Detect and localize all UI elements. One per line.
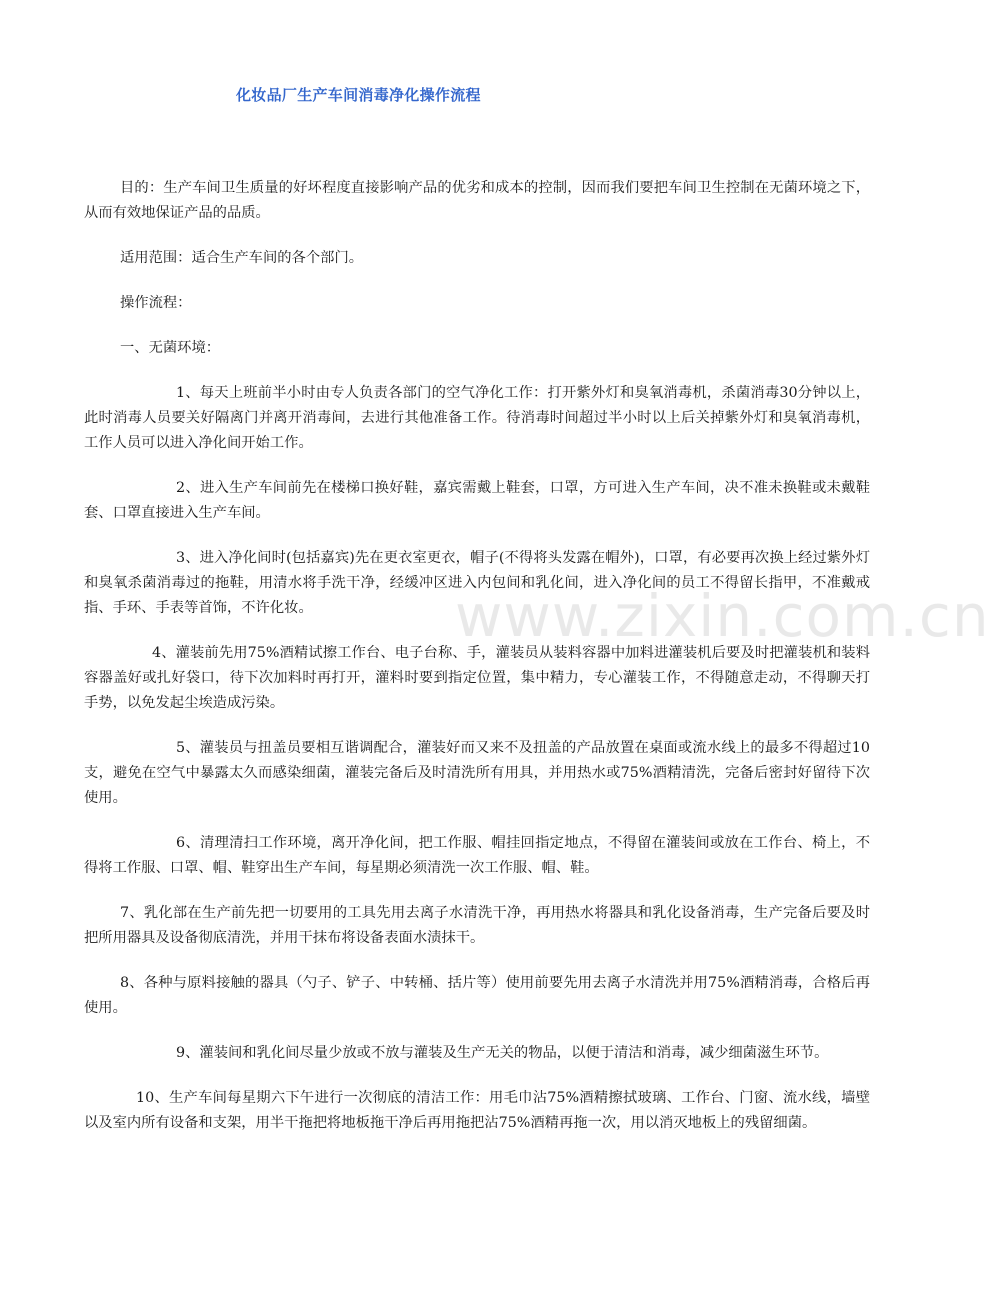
document-title: 化妆品厂生产车间消毒净化操作流程 (236, 86, 481, 104)
step-7: 7、乳化部在生产前先把一切要用的工具先用去离子水清洗干净，再用热水将器具和乳化设备消毒，生产完备后要及时把所用器具及设备彻底清洗，并用干抹布将设备表面水渍抹干。 (84, 905, 870, 946)
step-6: 6、清理清扫工作环境，离开净化间，把工作服、帽挂回指定地点，不得留在灌装间或放在工作台、椅上，不得将工作服、口罩、帽、鞋穿出生产车间，每星期必须清洗一次工作服、帽、鞋。 (84, 835, 870, 876)
step-3: 3、进入净化间时(包括嘉宾)先在更衣室更衣，帽子(不得将头发露在帽外)，口罩，有必要再次换上经过紫外灯和臭氧杀菌消毒过的拖鞋，用清水将手洗干净，经缓冲区进入内包间和乳化间，进入净化间的员工不得留长指甲，不准戴戒指、手环、手表等首饰，不许化妆。 (84, 550, 870, 616)
step-9: 9、灌装间和乳化间尽量少放或不放与灌装及生产无关的物品，以便于清洁和消毒，减少细菌滋生环节。 (176, 1045, 829, 1061)
scope-paragraph: 适用范围：适合生产车间的各个部门。 (120, 250, 364, 266)
step-10: 10、生产车间每星期六下午进行一次彻底的清洁工作：用毛巾沾75%酒精擦拭玻璃、工作台、门窗、流水线，墙壁以及室内所有设备和支架，用半干拖把将地板拖干净后再用拖把沾75%酒精再拖一次，用以消灭地板上的残留细菌。 (84, 1090, 870, 1131)
step-4: 4、灌装前先用75%酒精试擦工作台、电子台称、手，灌装员从装料容器中加料进灌装机后要及时把灌装机和装料容器盖好或扎好袋口，待下次加料时再打开，灌料时要到指定位置，集中精力，专心灌装工作，不得随意走动，不得聊天打手势，以免发起尘埃造成污染。 (84, 645, 870, 711)
procedure-heading: 操作流程： (120, 295, 192, 311)
step-5: 5、灌装员与扭盖员要相互谐调配合，灌装好而又来不及扭盖的产品放置在桌面或流水线上的最多不得超过10支，避免在空气中暴露太久而感染细菌，灌装完备后及时清洗所有用具，并用热水或75%酒精清洗，完备后密封好留待下次使用。 (84, 740, 870, 806)
step-8: 8、各种与原料接触的器具（勺子、铲子、中转桶、括片等）使用前要先用去离子水清洗并用75%酒精消毒，合格后再使用。 (84, 975, 870, 1016)
step-2: 2、进入生产车间前先在楼梯口换好鞋，嘉宾需戴上鞋套，口罩，方可进入生产车间，决不准未换鞋或未戴鞋套、口罩直接进入生产车间。 (84, 480, 870, 521)
step-1: 1、每天上班前半小时由专人负责各部门的空气净化工作：打开紫外灯和臭氧消毒机，杀菌消毒30分钟以上，此时消毒人员要关好隔离门并离开消毒间，去进行其他准备工作。待消毒时间超过半小时以上后关掉紫外灯和臭氧消毒机，工作人员可以进入净化间开始工作。 (84, 385, 870, 451)
watermark: www.zixin.com.cn (455, 582, 990, 650)
section-heading: 一、无菌环境： (120, 340, 221, 356)
purpose-paragraph: 目的：生产车间卫生质量的好坏程度直接影响产品的优劣和成本的控制，因而我们要把车间卫生控制在无菌环境之下，从而有效地保证产品的品质。 (84, 180, 870, 221)
document-body (84, 176, 870, 1156)
